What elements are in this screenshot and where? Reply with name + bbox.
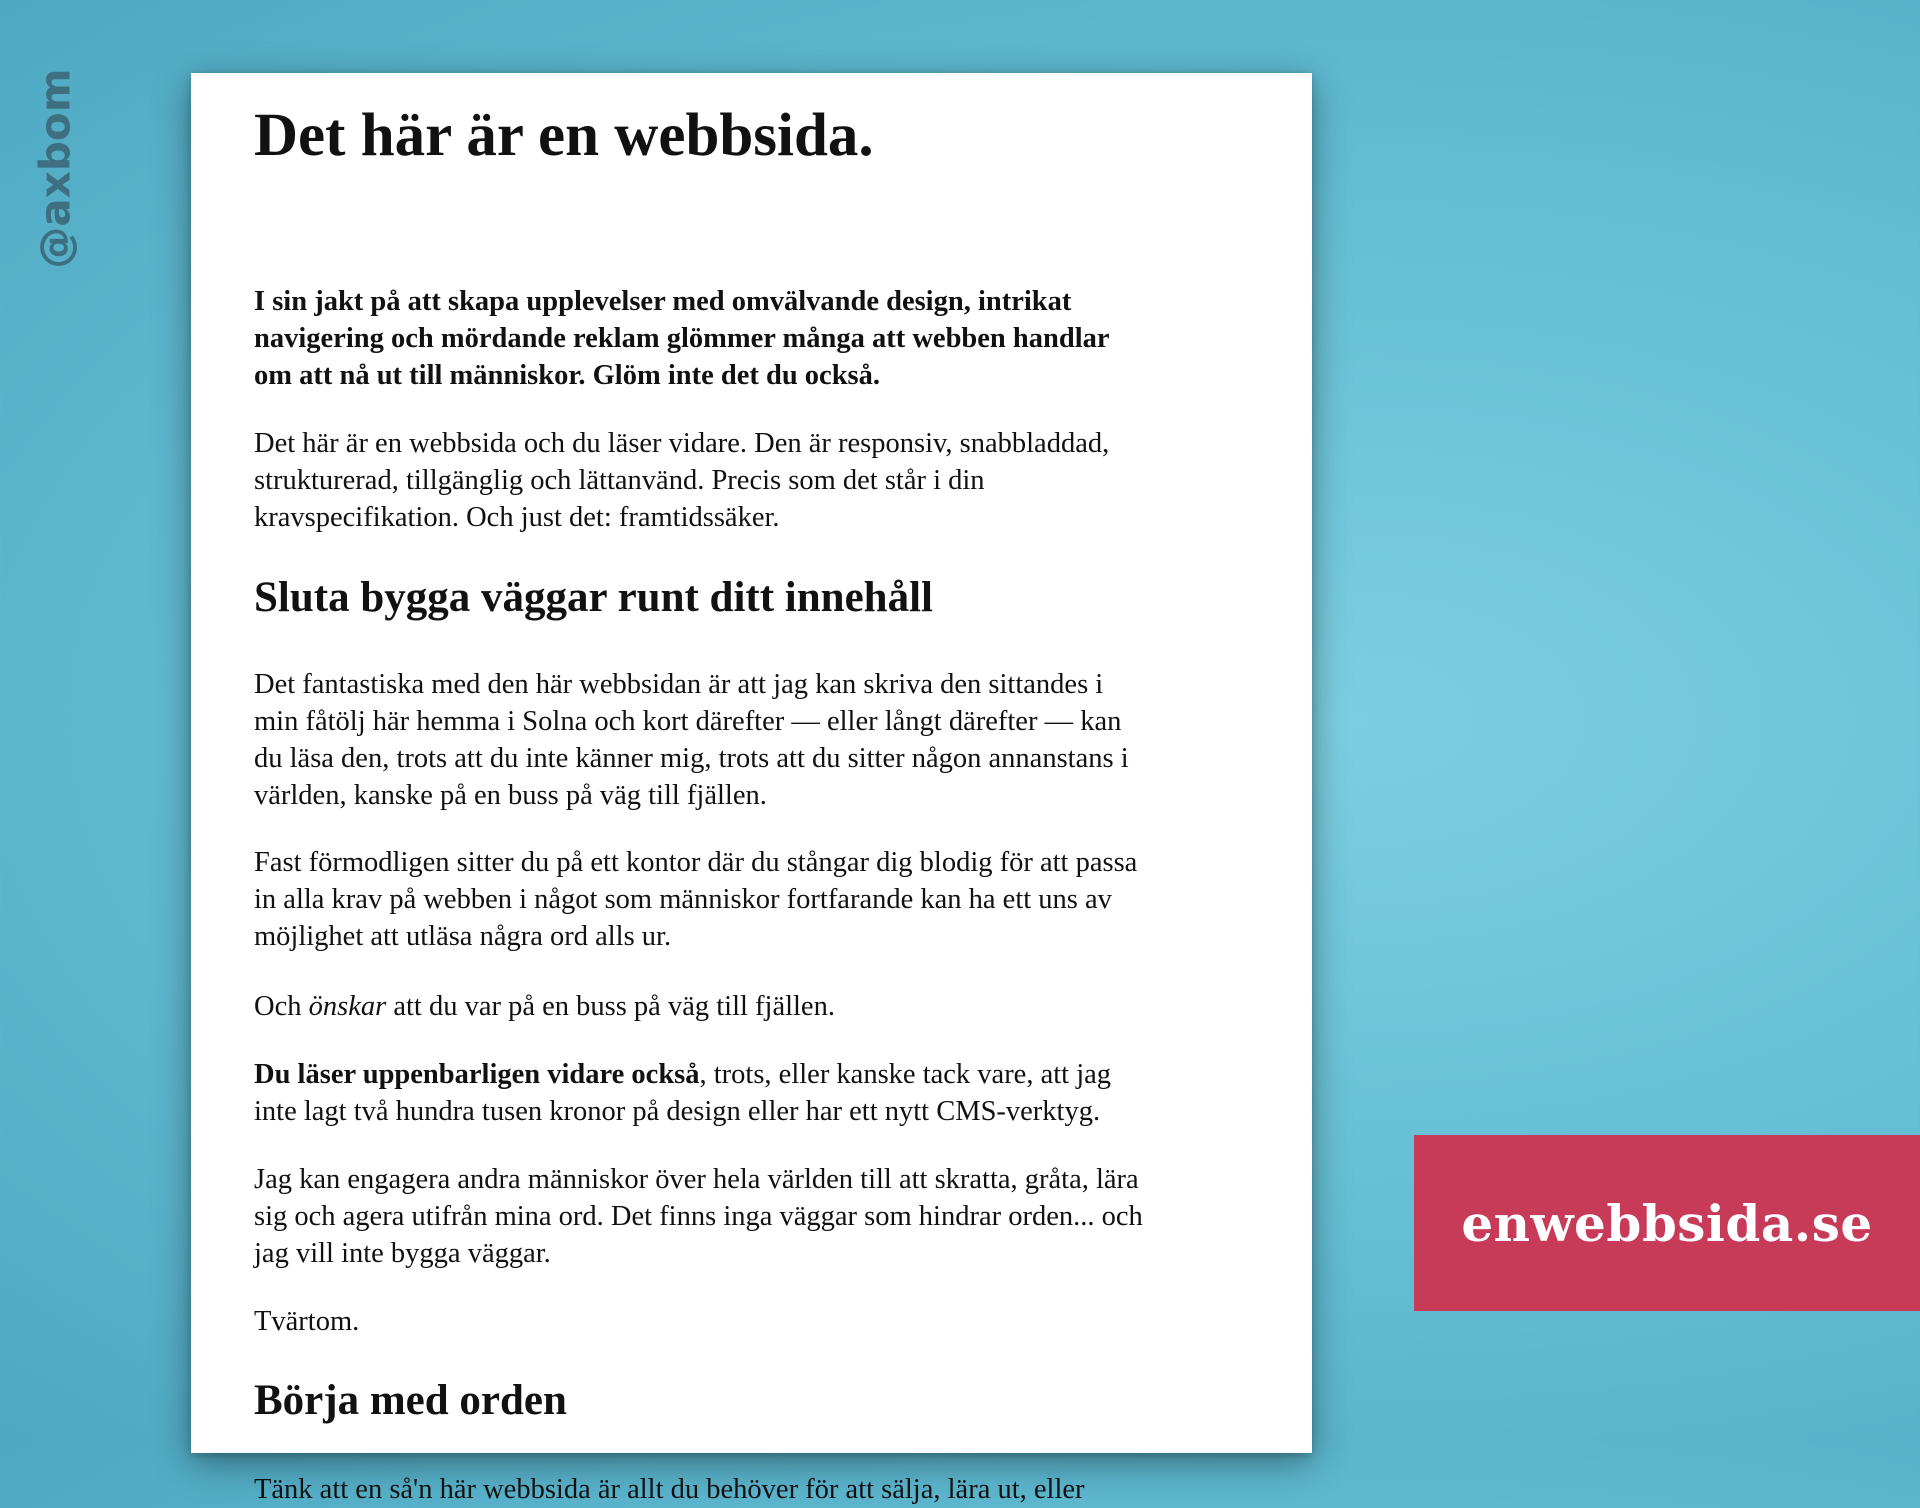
- paragraph: [254, 1471, 1234, 1508]
- paragraph-line: möjlighet att utläsa några ord alls ur.: [254, 921, 672, 952]
- paragraph-line: jag vill inte bygga väggar.: [254, 1238, 551, 1269]
- paragraph: [254, 988, 1234, 1025]
- paragraph: [254, 1303, 1234, 1340]
- paragraph: [254, 1161, 1234, 1272]
- paragraph-line: min fåtölj här hemma i Solna och kort därefter — eller långt därefter — kan: [254, 706, 1122, 737]
- paragraph-line: in alla krav på webben i något som människor fortfarande kan ha ett uns av: [254, 884, 1112, 915]
- paragraph-line: Jag kan engagera andra människor över hela världen till att skratta, gråta, lära: [254, 1164, 1139, 1195]
- paragraph-line: du läsa den, trots att du inte känner mig, trots att du sitter någon annanstans i: [254, 743, 1129, 774]
- lead-paragraph: [254, 283, 1234, 394]
- paragraph-line: [254, 988, 1234, 1025]
- webpage-document: [191, 73, 1312, 1505]
- paragraph-line: Det fantastiska med den här webbsidan är att jag kan skriva den sittandes i: [254, 669, 1104, 700]
- section-heading: Börja med orden: [254, 1377, 567, 1424]
- site-url-badge: [1414, 1135, 1920, 1311]
- author-handle: [30, 58, 80, 278]
- paragraph: [254, 666, 1234, 814]
- site-url-text: enwebbsida.se: [1461, 1193, 1873, 1253]
- lead-line: navigering och mördande reklam glömmer många att webben handlar: [254, 323, 1110, 354]
- paragraph-line: kravspecifikation. Och just det: framtidssäker.: [254, 502, 780, 533]
- paragraph: [254, 1056, 1234, 1130]
- paragraph-line: Fast förmodligen sitter du på ett kontor där du stångar dig blodig för att passa: [254, 847, 1138, 878]
- text-run: att du var på en buss på väg till fjällen.: [386, 991, 835, 1022]
- paragraph-line: strukturerad, tillgänglig och lättanvänd. Precis som det står i din: [254, 465, 985, 496]
- page-title: Det här är en webbsida.: [254, 102, 874, 169]
- section-heading: Sluta bygga väggar runt ditt innehåll: [254, 574, 933, 621]
- lead-line: om att nå ut till människor. Glöm inte det du också.: [254, 360, 881, 391]
- intro-paragraph: [254, 425, 1234, 536]
- paragraph-line: [254, 1056, 1234, 1093]
- paragraph-line: Det här är en webbsida och du läser vidare. Den är responsiv, snabbladdad,: [254, 428, 1110, 459]
- paragraph: [254, 844, 1234, 955]
- paragraph-line: Tänk att en så'n här webbsida är allt du behöver för att sälja, lära ut, eller: [254, 1474, 1085, 1505]
- author-handle-text: @axbom: [30, 67, 80, 269]
- paragraph-line: sig och agera utifrån mina ord. Det finns inga väggar som hindrar orden... och: [254, 1201, 1143, 1232]
- strong-text: Du läser uppenbarligen vidare också: [254, 1059, 700, 1090]
- text-run: Och: [254, 991, 309, 1022]
- text-run: , trots, eller kanske tack vare, att jag: [699, 1059, 1112, 1090]
- lead-line: I sin jakt på att skapa upplevelser med omvälvande design, intrikat: [254, 286, 1072, 317]
- paragraph-line: världen, kanske på en buss på väg till fjällen.: [254, 780, 767, 811]
- paragraph-line: Tvärtom.: [254, 1306, 360, 1337]
- paragraph-line: inte lagt två hundra tusen kronor på design eller har ett nytt CMS-verktyg.: [254, 1096, 1101, 1127]
- emphasis-text: önskar: [308, 991, 387, 1022]
